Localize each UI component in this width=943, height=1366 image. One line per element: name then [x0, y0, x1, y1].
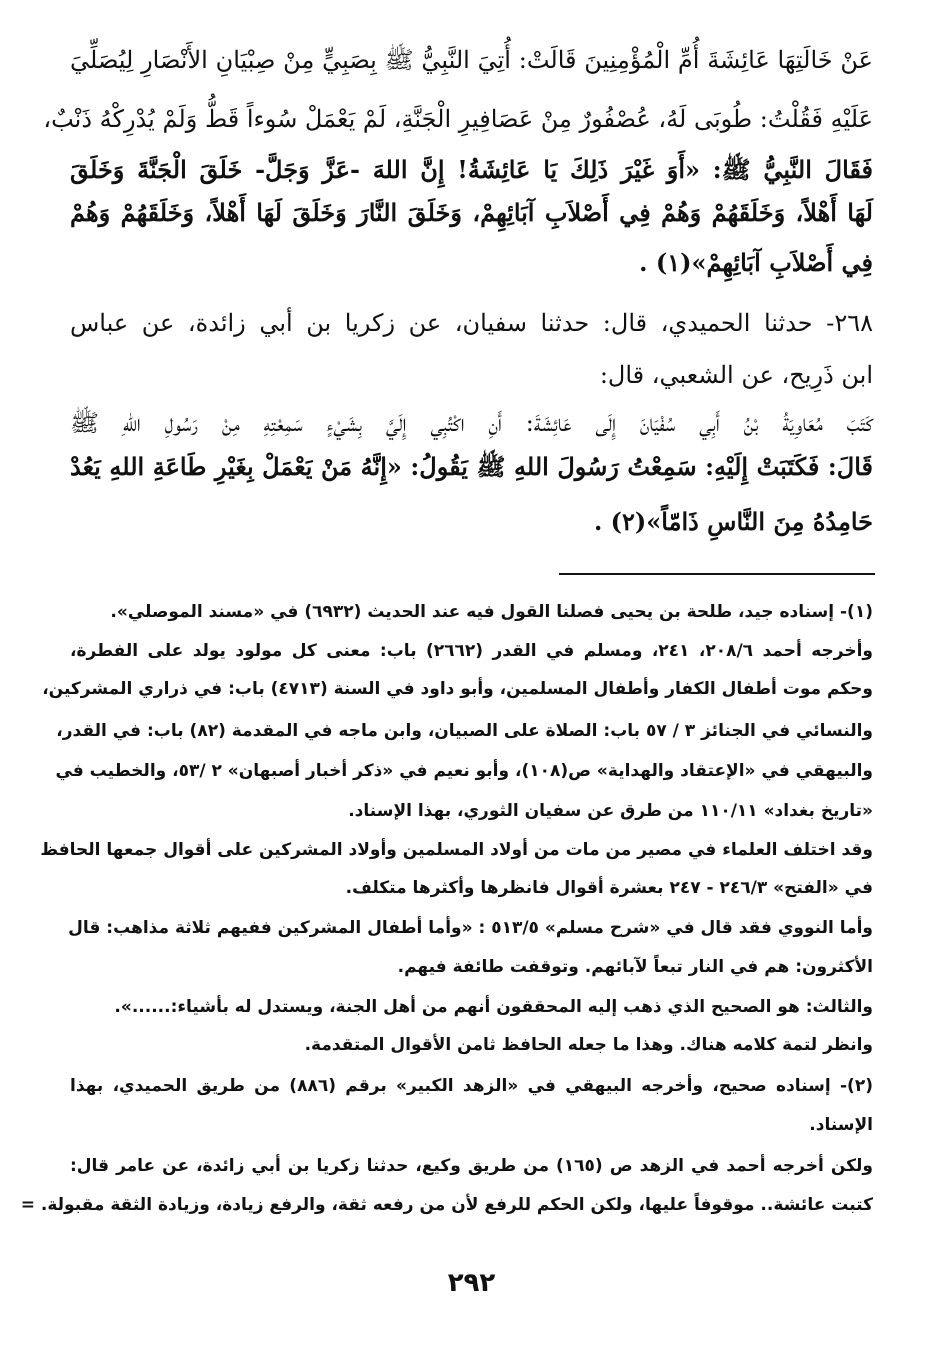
- hadith-text-line-1: عَنْ خَالَتِهَا عَائِشَةَ أُمِّ الْمُؤْمِنِينَ قَالَتْ: أُتِيَ النَّبِيُّ ﷺ بِصَبِيٍّ مِنْ صِبْيَانِ الأَنْصَارِ لِيُصَلِّيَ: [70, 46, 873, 74]
- hadith-text-line-2: عَلَيْهِ فَقُلْتُ: طُوبَى لَهُ، عُصْفُورٌ مِنْ عَصَافِيرِ الْجَنَّةِ، لَمْ يَعْمَلْ سُوءاً قَطُّ وَلَمْ يُدْرِكْهُ ذَنْبٌ،: [43, 105, 873, 133]
- hadith-text-line-5: فِي أَصْلاَبِ آبَائِهِمْ»(١) .: [639, 248, 873, 277]
- footnote-line-10: الأكثرون: هم في النار تبعاً لآبائهم. وتوقفت طائفة فيهم.: [397, 957, 873, 977]
- hadith-text-line-3: فَقَالَ النَّبِيُّ ﷺ: «أَوَ غَيْرَ ذَلِكَ يَا عَائِشَةُ! إِنَّ اللهَ -عَزَّ وَجَلَّ- خَلَقَ الْجَنَّةَ وَخَلَقَ: [70, 155, 873, 184]
- footnote-line-9: وأما النووي فقد قال في «شرح مسلم» ٥١٣/٥ : «وأما أطفال المشركين ففيهم ثلاثة مذاهب: قال: [68, 918, 873, 938]
- page-number: ٢٩٢: [447, 1268, 496, 1298]
- hadith-268-text-line-1: كَتَبَ مُعَاوِيَةُ بْنُ أَبِي سُفْيَانَ إِلَى عَائِشَةَ: أَنِ اكْتُبِي إِلَيَّ بِشَيْءٍ سَمِعْتِهِ مِنْ رَسُولِ اللهِ ﷺ: [70, 409, 873, 437]
- footnote-line-12: وانظر لتمة كلامه هناك. وهذا ما جعله الحافظ ثامن الأقوال المتقدمة.: [304, 1035, 873, 1055]
- footnote-line-3: وحكم موت أطفال الكفار وأطفال المسلمين، وأبو داود في السنة (٤٧١٣) باب: في ذراري المشركين،: [42, 679, 873, 699]
- hadith-268-isnad-line-1: ٢٦٨- حدثنا الحميدي، قال: حدثنا سفيان، عن زكريا بن أبي زائدة، عن عباس: [70, 309, 873, 337]
- footnote-line-7: وقد اختلف العلماء في مصير من مات من أولاد المسلمين وأولاد المشركين على أقوال جمعها الحافظ: [40, 840, 873, 860]
- footnote-line-14: الإسناد.: [809, 1115, 873, 1135]
- footnote-line-6: «تاريخ بغداد» ١١٠/١١ من طرق عن سفيان الثوري، بهذا الإسناد.: [348, 801, 873, 821]
- hadith-268-text-line-2: قَالَ: فَكَتَبَتْ إِلَيْهِ: سَمِعْتُ رَسُولَ اللهِ ﷺ يَقُولُ: «إِنَّهُ مَنْ يَعْمَلْ بِغَيْرِ طَاعَةِ اللهِ يَعُدْ: [70, 452, 873, 481]
- footnote-line-16: كتبت عائشة.. موقوفاً عليها، ولكن الحكم للرفع لأن من رفعه ثقة، والرفع زيادة، وزيادة الثقة مقبولة. =: [20, 1195, 873, 1215]
- hadith-268-text-line-3: حَامِدُهُ مِنَ النَّاسِ ذَامّاً»(٢) .: [593, 507, 873, 536]
- footnote-line-15: ولكن أخرجه أحمد في الزهد ص (١٦٥) من طريق وكيع، حدثنا زكريا بن أبي زائدة، عن عامر قال:: [70, 1156, 873, 1176]
- hadith-text-line-4: لَهَا أَهْلاً، وَخَلَقَهُمْ وَهُمْ فِي أَصْلاَبِ آبَائِهِمْ، وَخَلَقَ النَّارَ وَخَلَقَ لَهَا أَهْلاً، وَخَلَقَهُمْ وَهُمْ: [70, 198, 873, 227]
- hadith-268-isnad-line-2: ابن ذَرِيح، عن الشعبي، قال:: [599, 361, 873, 389]
- footnote-line-5: والبيهقي في «الإعتقاد والهداية» ص(١٠٨)، وأبو نعيم في «ذكر أخبار أصبهان» ٢ /٥٣، والخطيب في: [55, 761, 873, 781]
- footnote-line-2: وأخرجه أحمد ٢٠٨/٦، ٢٤١، ومسلم في القدر (٢٦٦٢) باب: معنى كل مولود يولد على الفطرة،: [70, 641, 873, 661]
- footnote-divider: [559, 573, 875, 575]
- footnote-line-8: في «الفتح» ٢٤٦/٣ - ٢٤٧ بعشرة أقوال فانظرها وأكثرها متكلف.: [345, 878, 873, 898]
- footnote-line-11: والثالث: هو الصحيح الذي ذهب إليه المحققون أنهم من أهل الجنة، ويستدل له بأشياء:......».: [114, 997, 873, 1017]
- footnote-line-1: (١)- إسناده جيد، طلحة بن يحيى فصلنا القول فيه عند الحديث (٦٩٣٢) في «مسند الموصلي».: [110, 602, 873, 622]
- footnote-line-13: (٢)- إسناده صحيح، وأخرجه البيهقي في «الزهد الكبير» برقم (٨٨٦) من طريق الحميدي، بهذا: [70, 1076, 873, 1096]
- footnote-line-4: والنسائي في الجنائز ٣ / ٥٧ باب: الصلاة على الصبيان، وابن ماجه في المقدمة (٨٢) باب: في القدر،: [56, 721, 873, 741]
